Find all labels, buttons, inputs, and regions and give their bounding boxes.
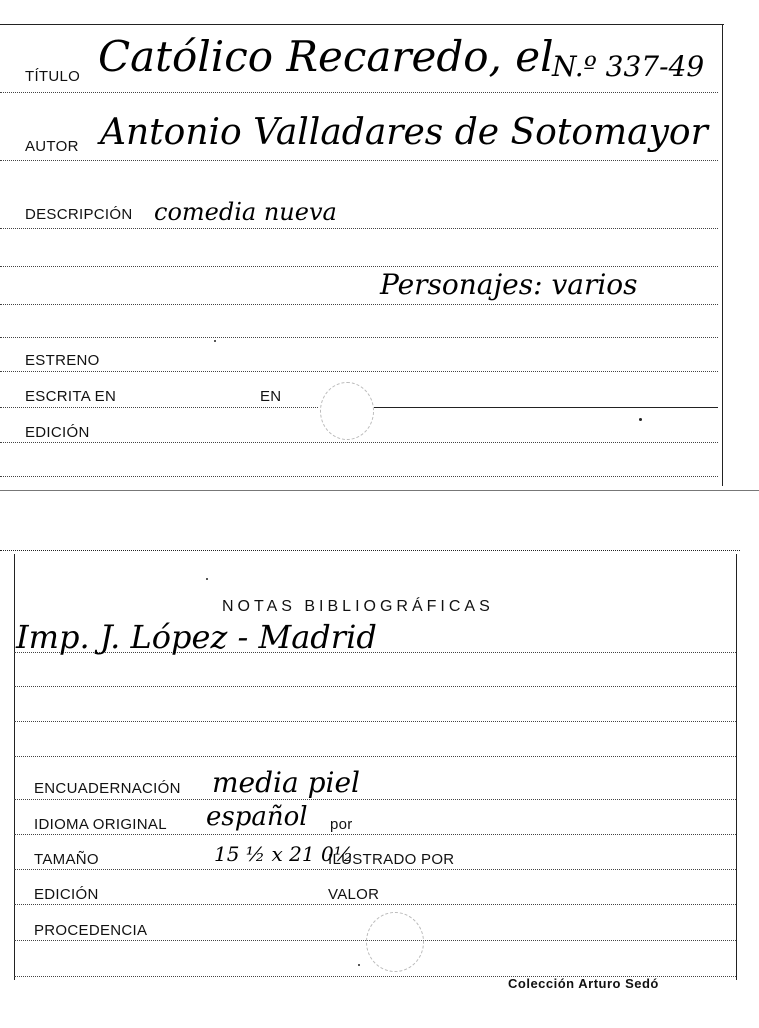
label-estreno: ESTRENO bbox=[25, 352, 100, 369]
label-titulo: TÍTULO bbox=[25, 68, 81, 85]
bottom-card-top-edge bbox=[0, 550, 740, 551]
punch-hole-top bbox=[320, 382, 374, 440]
rule-edicion bbox=[0, 442, 718, 443]
rule-edicion-b bbox=[14, 904, 736, 905]
label-autor: AUTOR bbox=[25, 138, 79, 155]
label-valor: VALOR bbox=[328, 886, 380, 903]
notas-heading: NOTAS BIBLIOGRÁFICAS bbox=[222, 598, 494, 615]
bottom-card-right-edge bbox=[736, 554, 737, 980]
label-encuadernacion: ENCUADERNACIÓN bbox=[34, 780, 181, 797]
rule-blank-2 bbox=[0, 304, 718, 305]
rule-tamano bbox=[14, 869, 736, 870]
label-idioma-original: IDIOMA ORIGINAL bbox=[34, 816, 167, 833]
rule-blank-1 bbox=[0, 266, 718, 267]
label-descripcion: DESCRIPCIÓN bbox=[25, 206, 133, 223]
bottom-card-left-edge bbox=[14, 554, 15, 980]
handwritten-descripcion: comedia nueva bbox=[154, 198, 337, 226]
collection-footer: Colección Arturo Sedó bbox=[508, 976, 659, 991]
top-card-bottom-edge bbox=[0, 490, 759, 491]
handwritten-autor: Antonio Valladares de Sotomayor bbox=[100, 112, 708, 153]
label-ilustrado-por: ILUSTRADO POR bbox=[328, 851, 455, 868]
rule-notas-4 bbox=[14, 756, 736, 757]
handwritten-encuadernacion: media piel bbox=[212, 766, 360, 799]
handwritten-tamano: 15 ½ x 21 0½ bbox=[214, 842, 354, 866]
rule-autor bbox=[0, 160, 718, 161]
handwritten-numero: N.º 337-49 bbox=[552, 50, 705, 83]
label-escrita-en: ESCRITA EN bbox=[25, 388, 117, 405]
catalog-card-top bbox=[0, 0, 759, 500]
rule-escrita-en bbox=[0, 407, 318, 408]
handwritten-notas: Imp. J. López - Madrid bbox=[16, 618, 377, 656]
rule-bottom bbox=[0, 476, 718, 477]
label-tamano: TAMAÑO bbox=[34, 851, 99, 868]
rule-en bbox=[374, 407, 718, 408]
label-edicion: EDICIÓN bbox=[25, 424, 90, 441]
speck bbox=[214, 340, 216, 342]
rule-descripcion bbox=[0, 228, 718, 229]
rule-notas-2 bbox=[14, 686, 736, 687]
rule-blank-3 bbox=[0, 337, 718, 338]
rule-encuadernacion bbox=[14, 799, 736, 800]
handwritten-personajes: Personajes: varios bbox=[380, 268, 638, 301]
label-por: por bbox=[330, 816, 353, 833]
punch-hole-bottom bbox=[366, 912, 424, 972]
rule-idioma bbox=[14, 834, 736, 835]
speck bbox=[358, 964, 360, 966]
handwritten-titulo: Católico Recaredo, el bbox=[98, 32, 554, 81]
label-edicion-b: EDICIÓN bbox=[34, 886, 99, 903]
rule-notas-3 bbox=[14, 721, 736, 722]
speck bbox=[639, 418, 642, 421]
label-procedencia: PROCEDENCIA bbox=[34, 922, 148, 939]
rule-titulo bbox=[0, 92, 718, 93]
rule-estreno bbox=[0, 371, 718, 372]
label-en: EN bbox=[260, 388, 282, 405]
speck bbox=[206, 578, 208, 580]
top-card-top-edge bbox=[0, 24, 724, 25]
top-card-right-edge bbox=[722, 24, 723, 486]
handwritten-idioma: español bbox=[206, 802, 308, 832]
catalog-card-bottom bbox=[0, 540, 759, 1028]
